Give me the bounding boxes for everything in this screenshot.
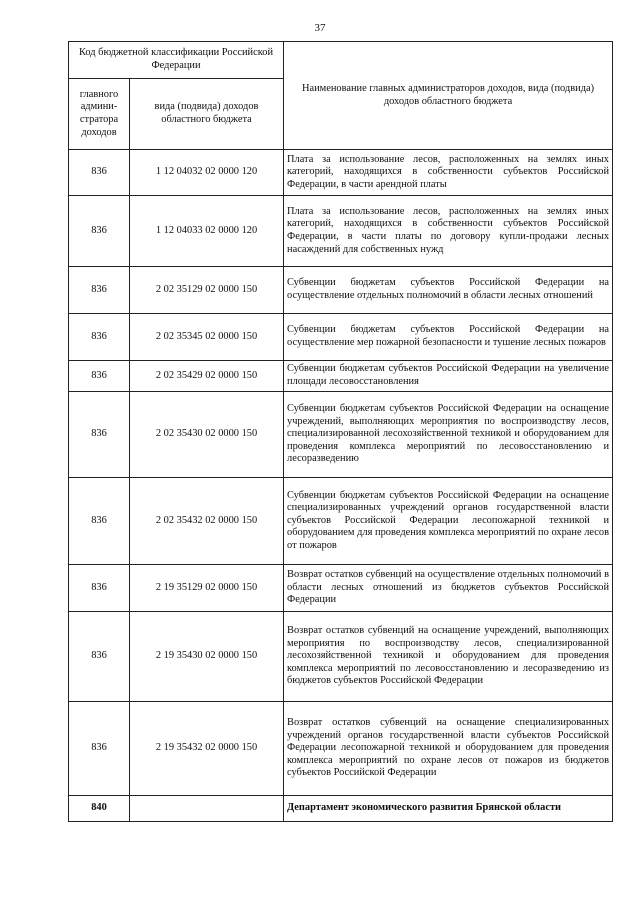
income-code-cell: [130, 796, 284, 822]
admin-code-cell: 836: [69, 196, 130, 267]
table-row: [69, 478, 613, 565]
admin-code-cell: 836: [69, 314, 130, 361]
table-row: [69, 150, 613, 196]
income-name-cell: Субвенции бюджетам субъектов Российской Федерации на осуществление отдельных полномочий в области лесных отношений: [284, 267, 613, 314]
admin-code-cell: 836: [69, 267, 130, 314]
income-code-cell: 2 02 35429 02 0000 150: [130, 361, 284, 392]
table-header-row: [69, 42, 613, 79]
table-row: [69, 565, 613, 612]
table-row: [69, 361, 613, 392]
income-code-cell: 2 19 35129 02 0000 150: [130, 565, 284, 612]
table-row: [69, 196, 613, 267]
admin-code-cell: 840: [69, 796, 130, 822]
admin-code-cell: 836: [69, 150, 130, 196]
income-name-cell: Плата за использование лесов, расположенных на землях иных категорий, находящихся в собственности субъектов Российской Федерации, в части платы по договору купли-продажи лесных насаждений для собственных нужд: [284, 196, 613, 267]
table-row-department: [69, 796, 613, 822]
header-admin-column: главного админи-стратора доходов: [69, 79, 130, 150]
income-code-cell: 1 12 04033 02 0000 120: [130, 196, 284, 267]
income-code-cell: 2 02 35430 02 0000 150: [130, 392, 284, 478]
income-name-cell: Субвенции бюджетам субъектов Российской Федерации на увеличение площади лесовосстановления: [284, 361, 613, 392]
income-code-cell: 2 19 35432 02 0000 150: [130, 702, 284, 796]
budget-classification-table: [68, 41, 613, 822]
admin-code-cell: 836: [69, 392, 130, 478]
income-code-cell: 1 12 04032 02 0000 120: [130, 150, 284, 196]
admin-code-cell: 836: [69, 565, 130, 612]
income-name-cell: Субвенции бюджетам субъектов Российской Федерации на осуществление мер пожарной безопасности и тушение лесных пожаров: [284, 314, 613, 361]
header-name-column: Наименование главных администраторов доходов, вида (подвида) доходов областного бюджета: [284, 42, 613, 150]
income-code-cell: 2 02 35129 02 0000 150: [130, 267, 284, 314]
admin-code-cell: 836: [69, 361, 130, 392]
page-number: 37: [314, 22, 326, 34]
admin-code-cell: 836: [69, 702, 130, 796]
table-row: [69, 267, 613, 314]
income-code-cell: 2 19 35430 02 0000 150: [130, 612, 284, 702]
header-classification-code: Код бюджетной классификации Российской Федерации: [69, 42, 284, 79]
header-code-column: вида (подвида) доходов областного бюджета: [130, 79, 284, 150]
income-name-cell: Возврат остатков субвенций на оснащение специализированных учреждений органов государственной власти субъектов Российской Федерации лесопожарной техникой и оборудованием для проведения комплекса мероприятий по охране лесов от пожаров из бюджетов субъектов Российской Федерации: [284, 702, 613, 796]
income-name-cell: Возврат остатков субвенций на оснащение учреждений, выполняющих мероприятия по воспроизводству лесов, специализированной лесохозяйственной техникой и оборудованием для проведения комплекса мероприятий по лесовосстановлению и лесоразведению из бюджетов субъектов Российской Федерации: [284, 612, 613, 702]
admin-code-cell: 836: [69, 478, 130, 565]
admin-code-cell: 836: [69, 612, 130, 702]
income-name-cell: Плата за использование лесов, расположенных на землях иных категорий, находящихся в собственности субъектов Российской Федерации, в части арендной платы: [284, 150, 613, 196]
income-name-cell: Возврат остатков субвенций на осуществление отдельных полномочий в области лесных отношений из бюджетов субъектов Российской Федерации: [284, 565, 613, 612]
table-row: [69, 702, 613, 796]
department-name-cell: Департамент экономического развития Брянской области: [284, 796, 613, 822]
income-name-cell: Субвенции бюджетам субъектов Российской Федерации на оснащение учреждений, выполняющих мероприятия по воспроизводству лесов, специализированной лесохозяйственной техникой и оборудованием для проведения комплекса мероприятий по лесовосстановлению и лесоразведению: [284, 392, 613, 478]
income-name-cell: Субвенции бюджетам субъектов Российской Федерации на оснащение специализированных учреждений органов государственной власти субъектов Российской Федерации лесопожарной техникой и оборудованием для проведения комплекса мероприятий по охране лесов от пожаров: [284, 478, 613, 565]
table-row: [69, 612, 613, 702]
income-code-cell: 2 02 35432 02 0000 150: [130, 478, 284, 565]
table-row: [69, 314, 613, 361]
table-row: [69, 392, 613, 478]
income-code-cell: 2 02 35345 02 0000 150: [130, 314, 284, 361]
